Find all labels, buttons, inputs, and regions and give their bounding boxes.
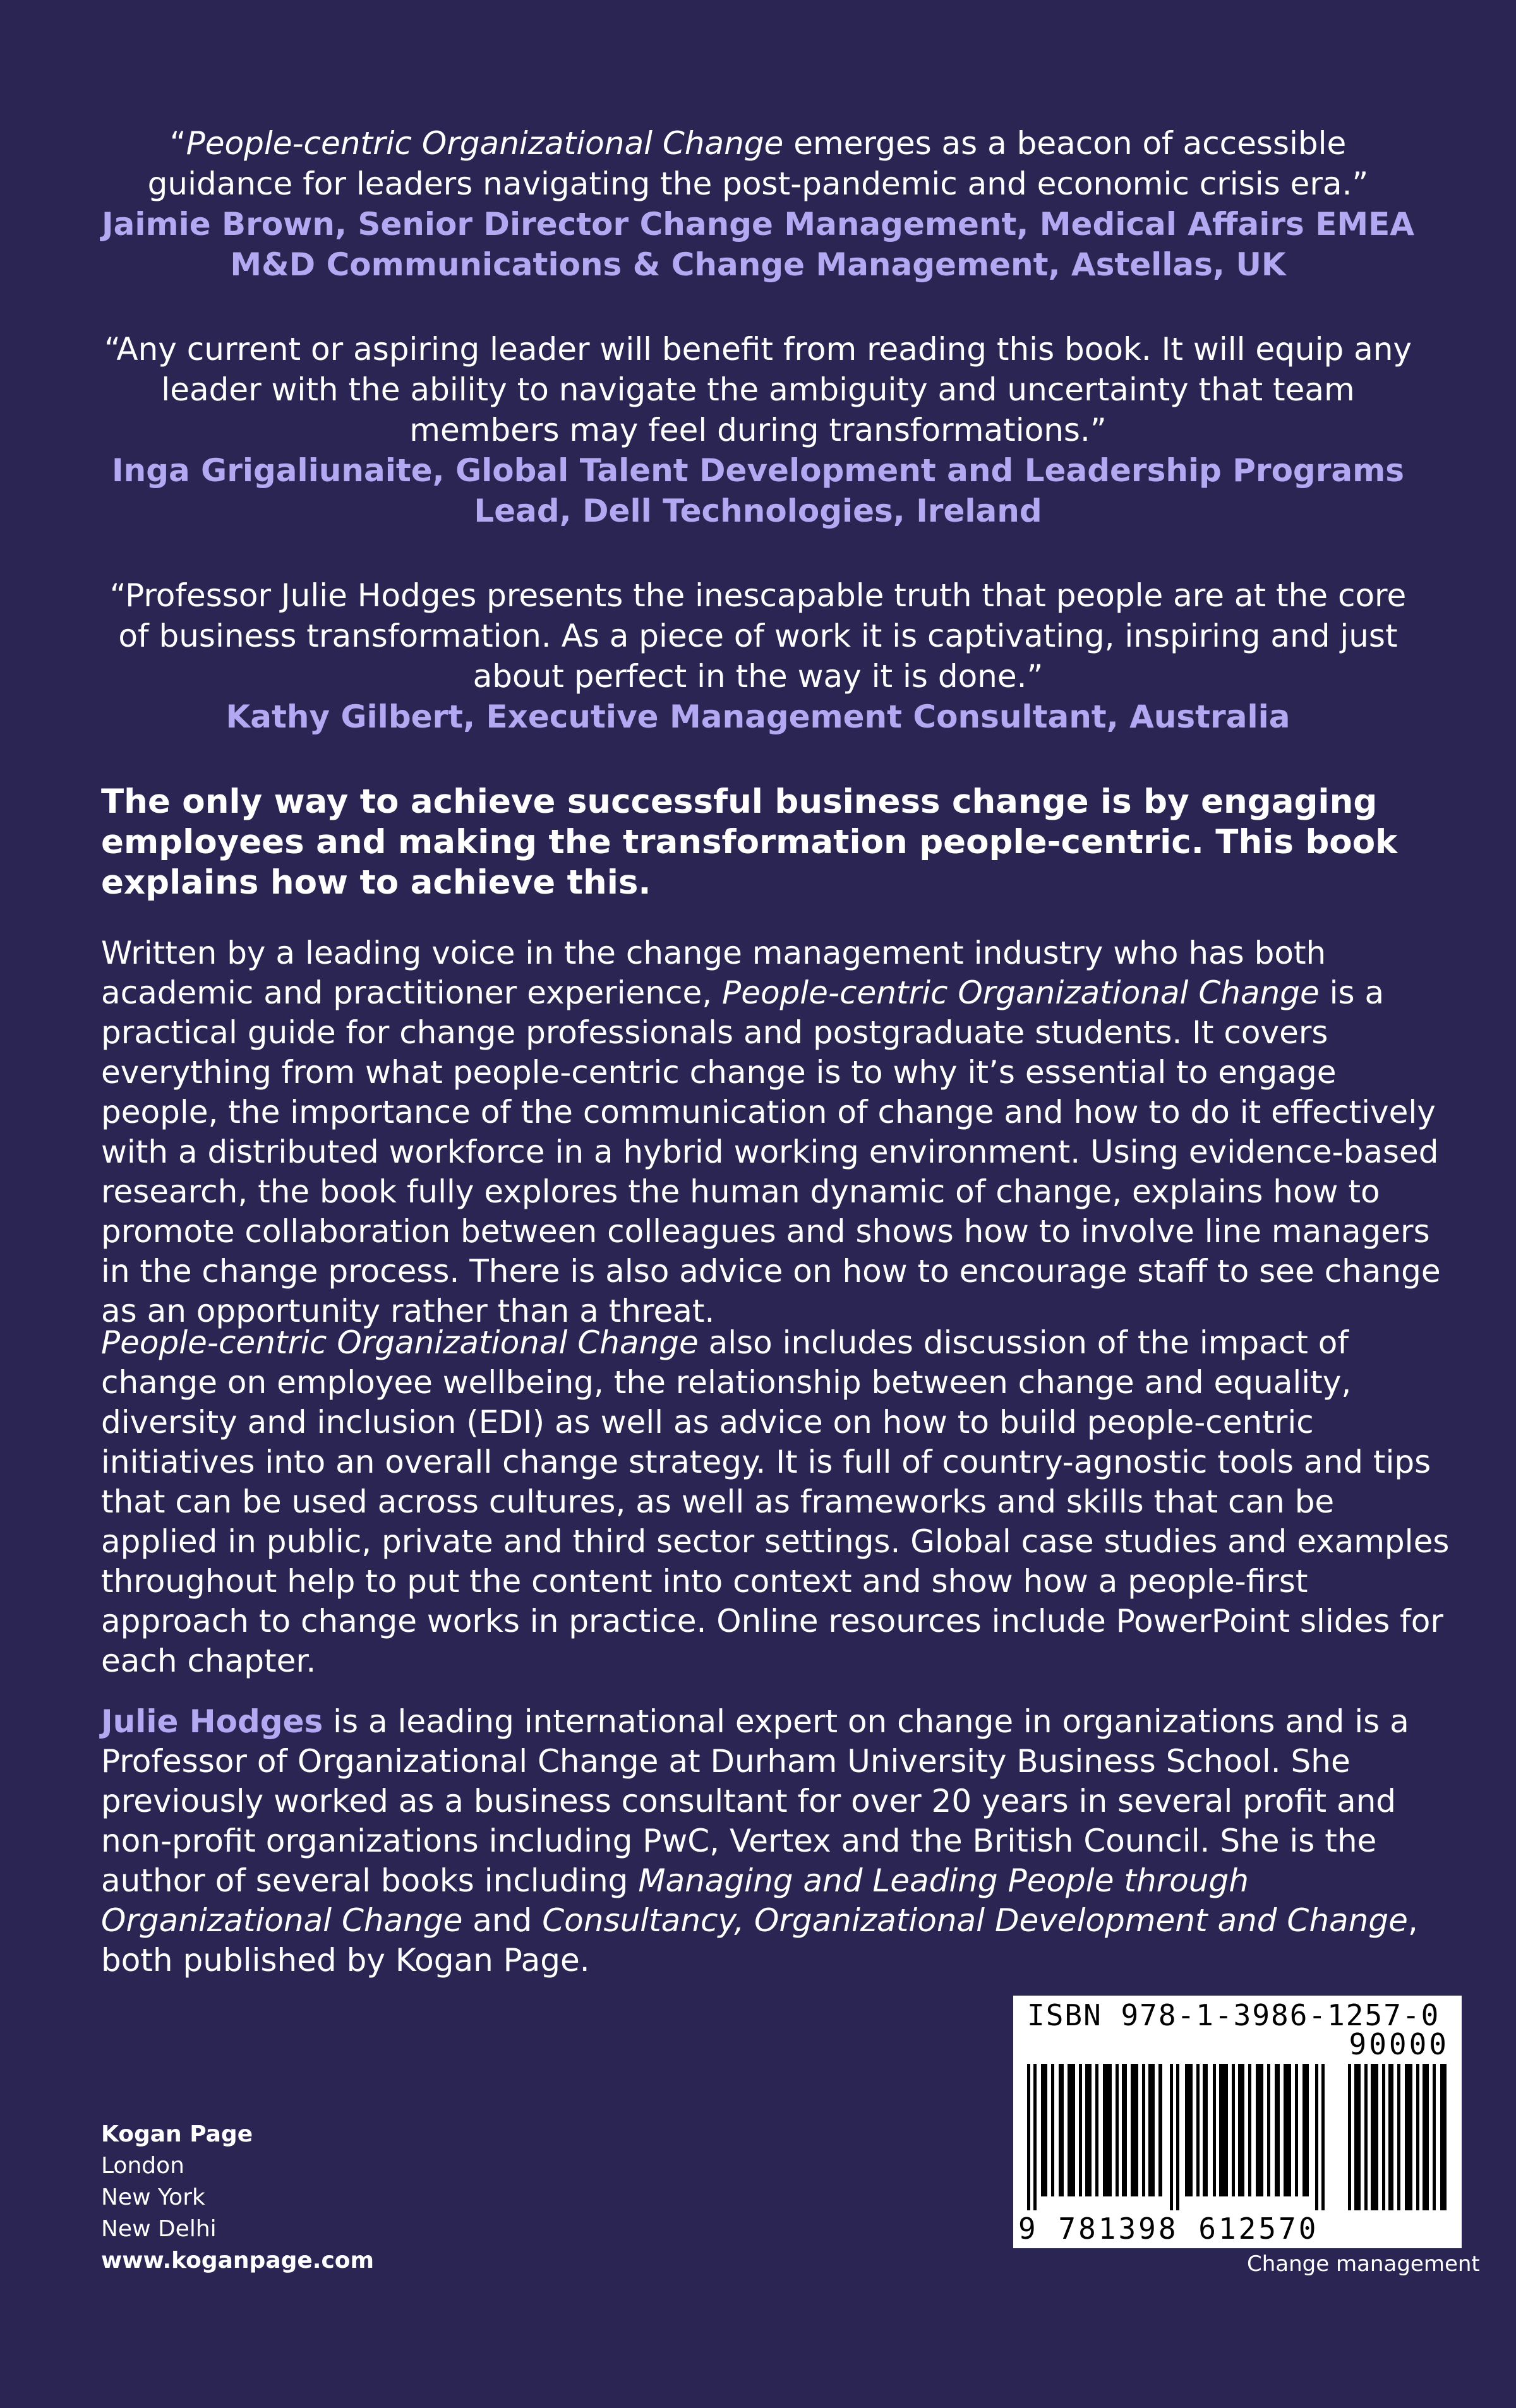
category-label: Change management [1247,2251,1480,2277]
publisher-name: Kogan Page [101,2121,253,2147]
endorsement-quote [101,329,1415,531]
addon-bars-icon [1348,2064,1449,2210]
book-title-italic: Consultancy, Organizational Development and Change [542,1902,1408,1939]
ean-digits: 9 781398 612570 [1018,2212,1319,2246]
description-paragraph: Written by a leading voice in the change management industry who has both academic and practitioner experience, People-centric Organizational Change is a practical guide for change professionals and postgraduate students. It covers everything from what people-centric change is to why it’s essential to engage people, the importance of the communication of change and how to do it effectively with a distributed workforce in a hybrid working environment. Using evidence-based research, the book fully explores the human dynamic of change, explains how to promote collaboration between colleagues and shows how to involve line managers in the change process. There is also advice on how to encourage staff to see change as an opportunity rather than a threat. [101,935,1441,1329]
description-paragraph: People-centric Organizational Change also includes discussion of the impact of change on employee wellbeing, the relationship between change and equality, diversity and inclusion (EDI) as well as advice on how to build people-centric initiatives into an overall change strategy. It is full of country-agnostic tools and tips that can be used across cultures, as well as frameworks and skills that can be applied in public, private and third sector settings. Global case studies and examples throughout help to put the content into context and show how a people-first approach to change works in practice. Online resources include PowerPoint slides for each chapter. [101,1324,1450,1679]
quote-attribution: Kathy Gilbert, Executive Management Consultant, Australia [226,698,1290,735]
isbn-barcode [1013,1996,1462,2248]
book-title-italic: People-centric Organizational Change [186,125,784,162]
endorsement-quote [101,123,1415,285]
barcode-bars-icon [1027,2064,1330,2210]
price-code: 90000 [1349,2027,1449,2061]
endorsement-quote [101,575,1415,737]
endorsements [101,123,1415,781]
lead-statement: The only way to achieve successful business change is by engaging employees and making the transformation people-centric. This book explains how to achieve this. [101,782,1398,902]
quote-text: “Any current or aspiring leader will benefit from reading this book. It will equip any leader with the ability to navigate the ambiguity and uncertainty that team members may feel during transformations.” [104,331,1412,448]
quote-attribution: Jaimie Brown, Senior Director Change Management, Medical Affairs EMEA M&D Communications & Change Management, Astellas, UK [102,206,1414,283]
publisher-info [101,2119,374,2277]
publisher-city: New York [101,2184,205,2210]
quote-attribution: Inga Grigaliunaite, Global Talent Development and Leadership Programs Lead, Dell Technologies, Ireland [112,452,1404,529]
publisher-city: London [101,2153,184,2179]
author-bio: Julie Hodges is a leading international expert on change in organizations and is a Professor of Organizational Change at Durham University Business School. She previously worked as a business consultant for over 20 years in several profit and non-profit organizations including PwC, Vertex and the British Council. She is the author of several books including Managing and Leading People through Organizational Change and Consultancy, Organizational Development and Change, both published by Kogan Page. [101,1703,1418,1979]
publisher-url: www.koganpage.com [101,2248,375,2273]
book-title-italic: People-centric Organizational Change [101,1324,699,1361]
quote-text: “People-centric Organizational Change emerges as a beacon of accessible guidance for leaders navigating the post-pandemic and economic crisis era.” [147,125,1369,202]
book-title-italic: Managing and Leading People through Organizational Change [101,1862,1249,1939]
author-name: Julie Hodges [101,1703,323,1740]
isbn-text: ISBN 978-1-3986-1257-0 [1027,1998,1440,2032]
quote-text: “Professor Julie Hodges presents the inescapable truth that people are at the core of business transformation. As a piece of work it is captivating, inspiring and just about perfect in the way it is done.” [109,577,1407,695]
publisher-city: New Delhi [101,2216,217,2242]
book-title-italic: People-centric Organizational Change [722,974,1320,1011]
